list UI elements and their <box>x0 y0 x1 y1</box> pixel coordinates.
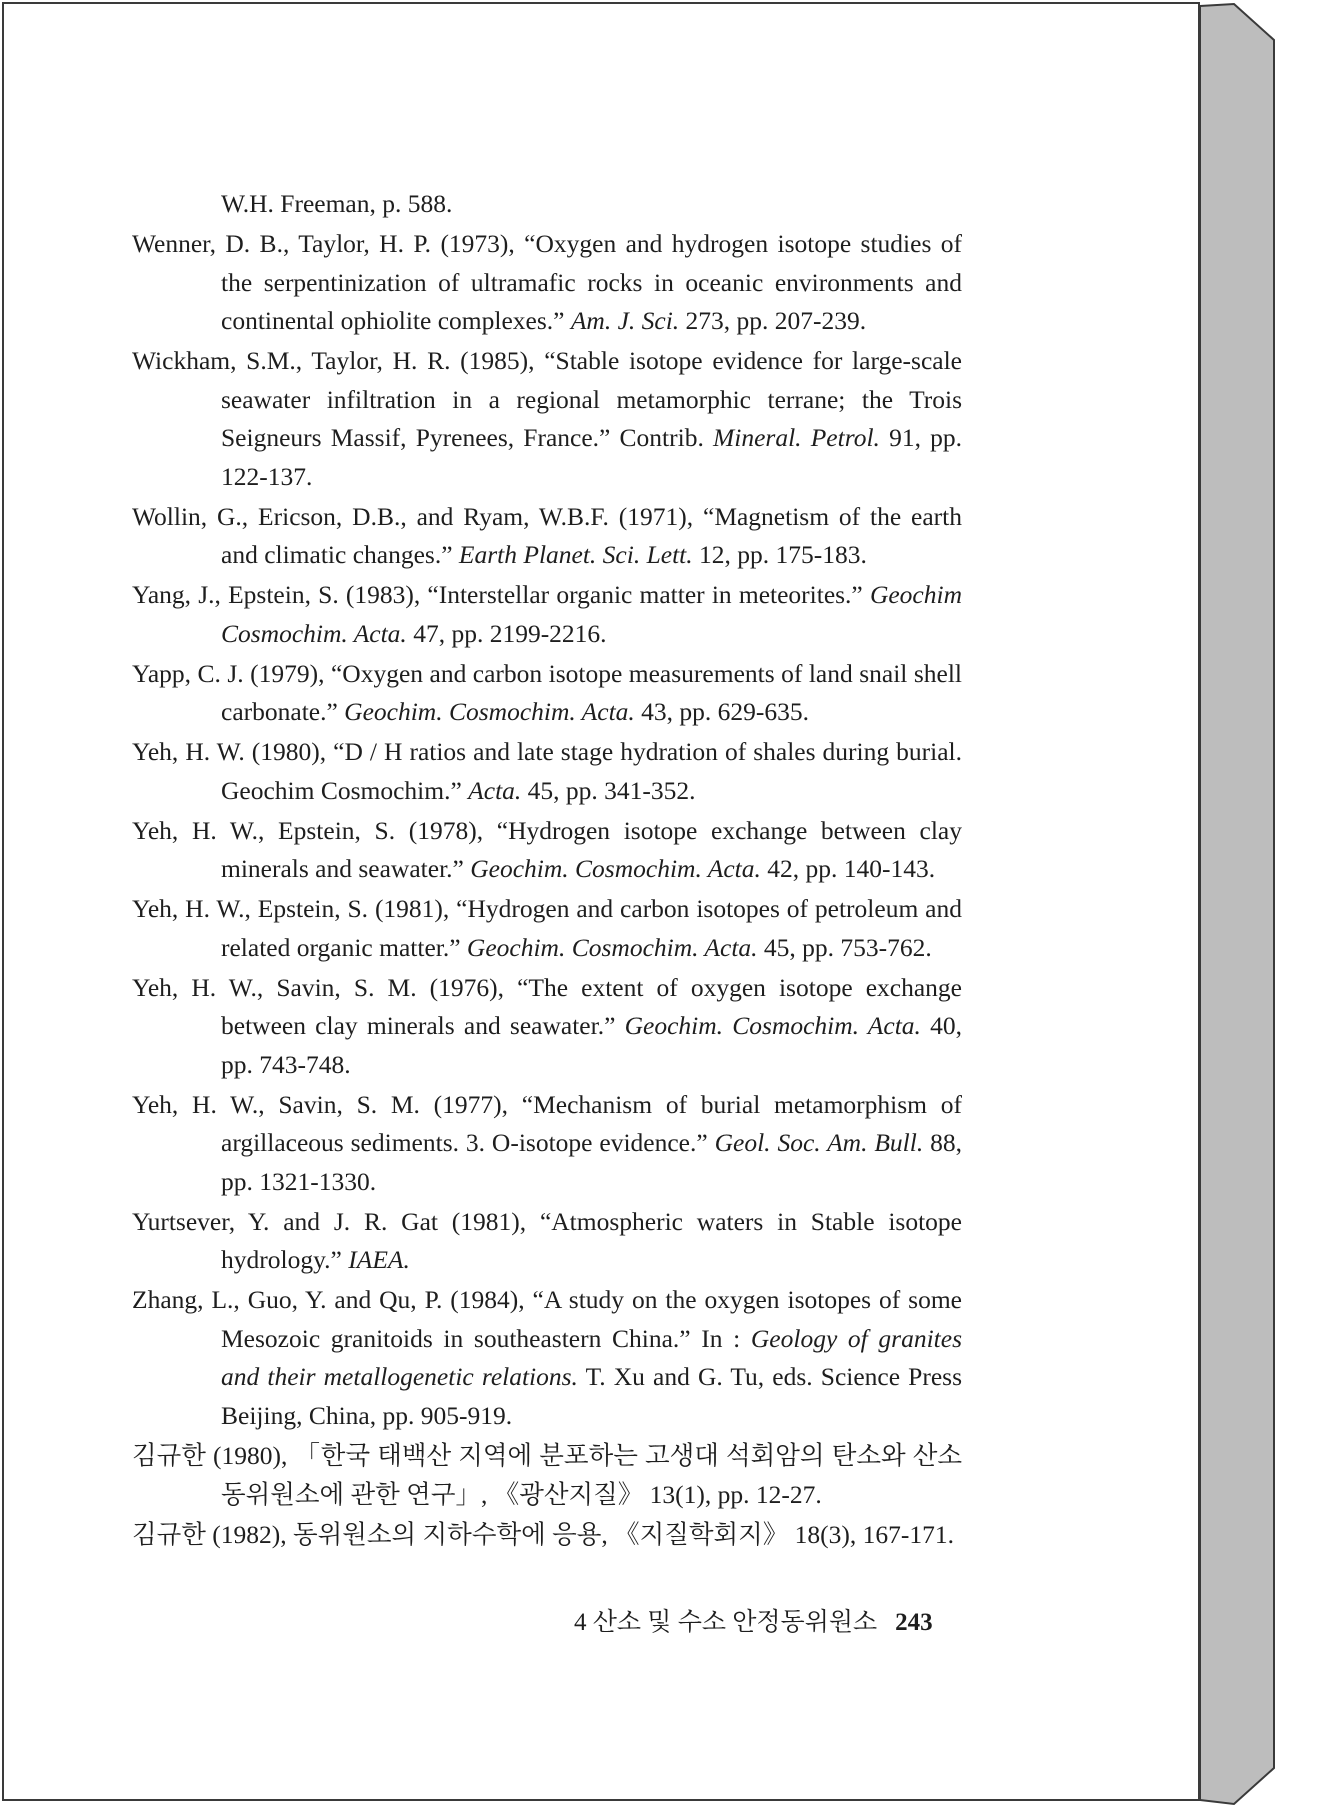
reference-text: Wickham, S.M., Taylor, H. R. (1985), “Stable isotope evidence for large-scale seawater infiltration in a regional metamorphic terrane; the Trois Seigneurs Massif, Pyrenees, France.” Contrib. <box>132 346 962 452</box>
reference-text: T. Xu and G. Tu, eds. Science Press Beijing, China, pp. 905-919. <box>221 1362 962 1430</box>
reference-text: Wenner, D. B., Taylor, H. P. (1973), “Oxygen and hydrogen isotope studies of the serpentinization of ultramafic rocks in oceanic environments and continental ophiolite complexes.” <box>132 229 962 335</box>
reference-text: Yapp, C. J. (1979), “Oxygen and carbon isotope measurements of land snail shell carbonate.” <box>132 658 962 726</box>
reference-text: 김규한 (1982), 동위원소의 지하수학에 응용, 《지질학회지》 18(3), 167-171. <box>132 1520 954 1549</box>
journal-title: Geochim. Cosmochim. Acta. <box>344 697 635 726</box>
reference-text: 42, pp. 140-143. <box>760 854 936 883</box>
running-title: 4 산소 및 수소 안정동위원소 <box>574 1609 878 1636</box>
reference-text: Yeh, H. W., Epstein, S. (1981), “Hydrogen and carbon isotopes of petroleum and related organic matter.” <box>132 894 962 962</box>
reference-text: Wollin, G., Ericson, D.B., and Ryam, W.B.F. (1971), “Magnetism of the earth and climatic changes.” <box>132 501 962 569</box>
reference-text: 43, pp. 629-635. <box>634 697 810 726</box>
journal-title: Am. J. Sci. <box>570 306 680 335</box>
reference-text: 40, pp. 743-748. <box>221 1011 962 1079</box>
journal-title: Mineral. Petrol. <box>713 423 880 452</box>
journal-title: Geol. Soc. Am. Bull. <box>714 1128 924 1157</box>
reference-text: Yeh, H. W. (1980), “D / H ratios and late stage hydration of shales during burial. Geochim Cosmochim.” <box>132 737 962 805</box>
reference-text: Yurtsever, Y. and J. R. Gat (1981), “Atmospheric waters in Stable isotope hydrology.” <box>132 1206 962 1274</box>
reference-text: 91, pp. 122-137. <box>221 423 963 491</box>
journal-title: Earth Planet. Sci. Lett. <box>458 540 693 569</box>
journal-title: IAEA. <box>348 1245 410 1274</box>
reference-text: 273, pp. 207-239. <box>679 306 867 335</box>
journal-title: Acta. <box>468 775 522 805</box>
reference-text: Yang, J., Epstein, S. (1983), “Interstellar organic matter in meteorites.” <box>132 580 870 609</box>
journal-title: Geochim. Cosmochim. Acta. <box>466 932 758 962</box>
journal-title: Geochim. Cosmochim. Acta. <box>624 1011 921 1040</box>
journal-title: Geology of granites and their metallogenetic relations. <box>221 1323 962 1391</box>
reference-text: 12, pp. 175-183. <box>692 540 867 569</box>
reference-text: 45, pp. 753-762. <box>757 932 932 962</box>
reference-text: Yeh, H. W., Epstein, S. (1978), “Hydrogen isotope exchange between clay minerals and seawater.” <box>132 815 962 883</box>
page-number: 243 <box>895 1609 933 1636</box>
reference-text: W.H. Freeman, p. 588. <box>221 189 453 218</box>
reference-text: 45, pp. 341-352. <box>521 775 696 805</box>
reference-text: Yeh, H. W., Savin, S. M. (1977), “Mechanism of burial metamorphism of argillaceous sediments. 3. O-isotope evidence.” <box>132 1089 962 1157</box>
journal-title: Geochim Cosmochim. Acta. <box>221 580 962 648</box>
reference-text: Yeh, H. W., Savin, S. M. (1976), “The extent of oxygen isotope exchange between clay minerals and seawater.” <box>132 972 962 1040</box>
reference-text: Zhang, L., Guo, Y. and Qu, P. (1984), “A study on the oxygen isotopes of some Mesozoic granitoids in southeastern China.” In : <box>132 1285 962 1353</box>
journal-title: Geochim. Cosmochim. Acta. <box>470 854 761 883</box>
reference-text: 김규한 (1980), 「한국 태백산 지역에 분포하는 고생대 석회암의 탄소와 산소 동위원소에 관한 연구」, 《광산지질》 13(1), pp. 12-27. <box>132 1441 962 1509</box>
reference-text: 88, pp. 1321-1330. <box>221 1128 962 1196</box>
reference-text: 47, pp. 2199-2216. <box>406 618 607 648</box>
